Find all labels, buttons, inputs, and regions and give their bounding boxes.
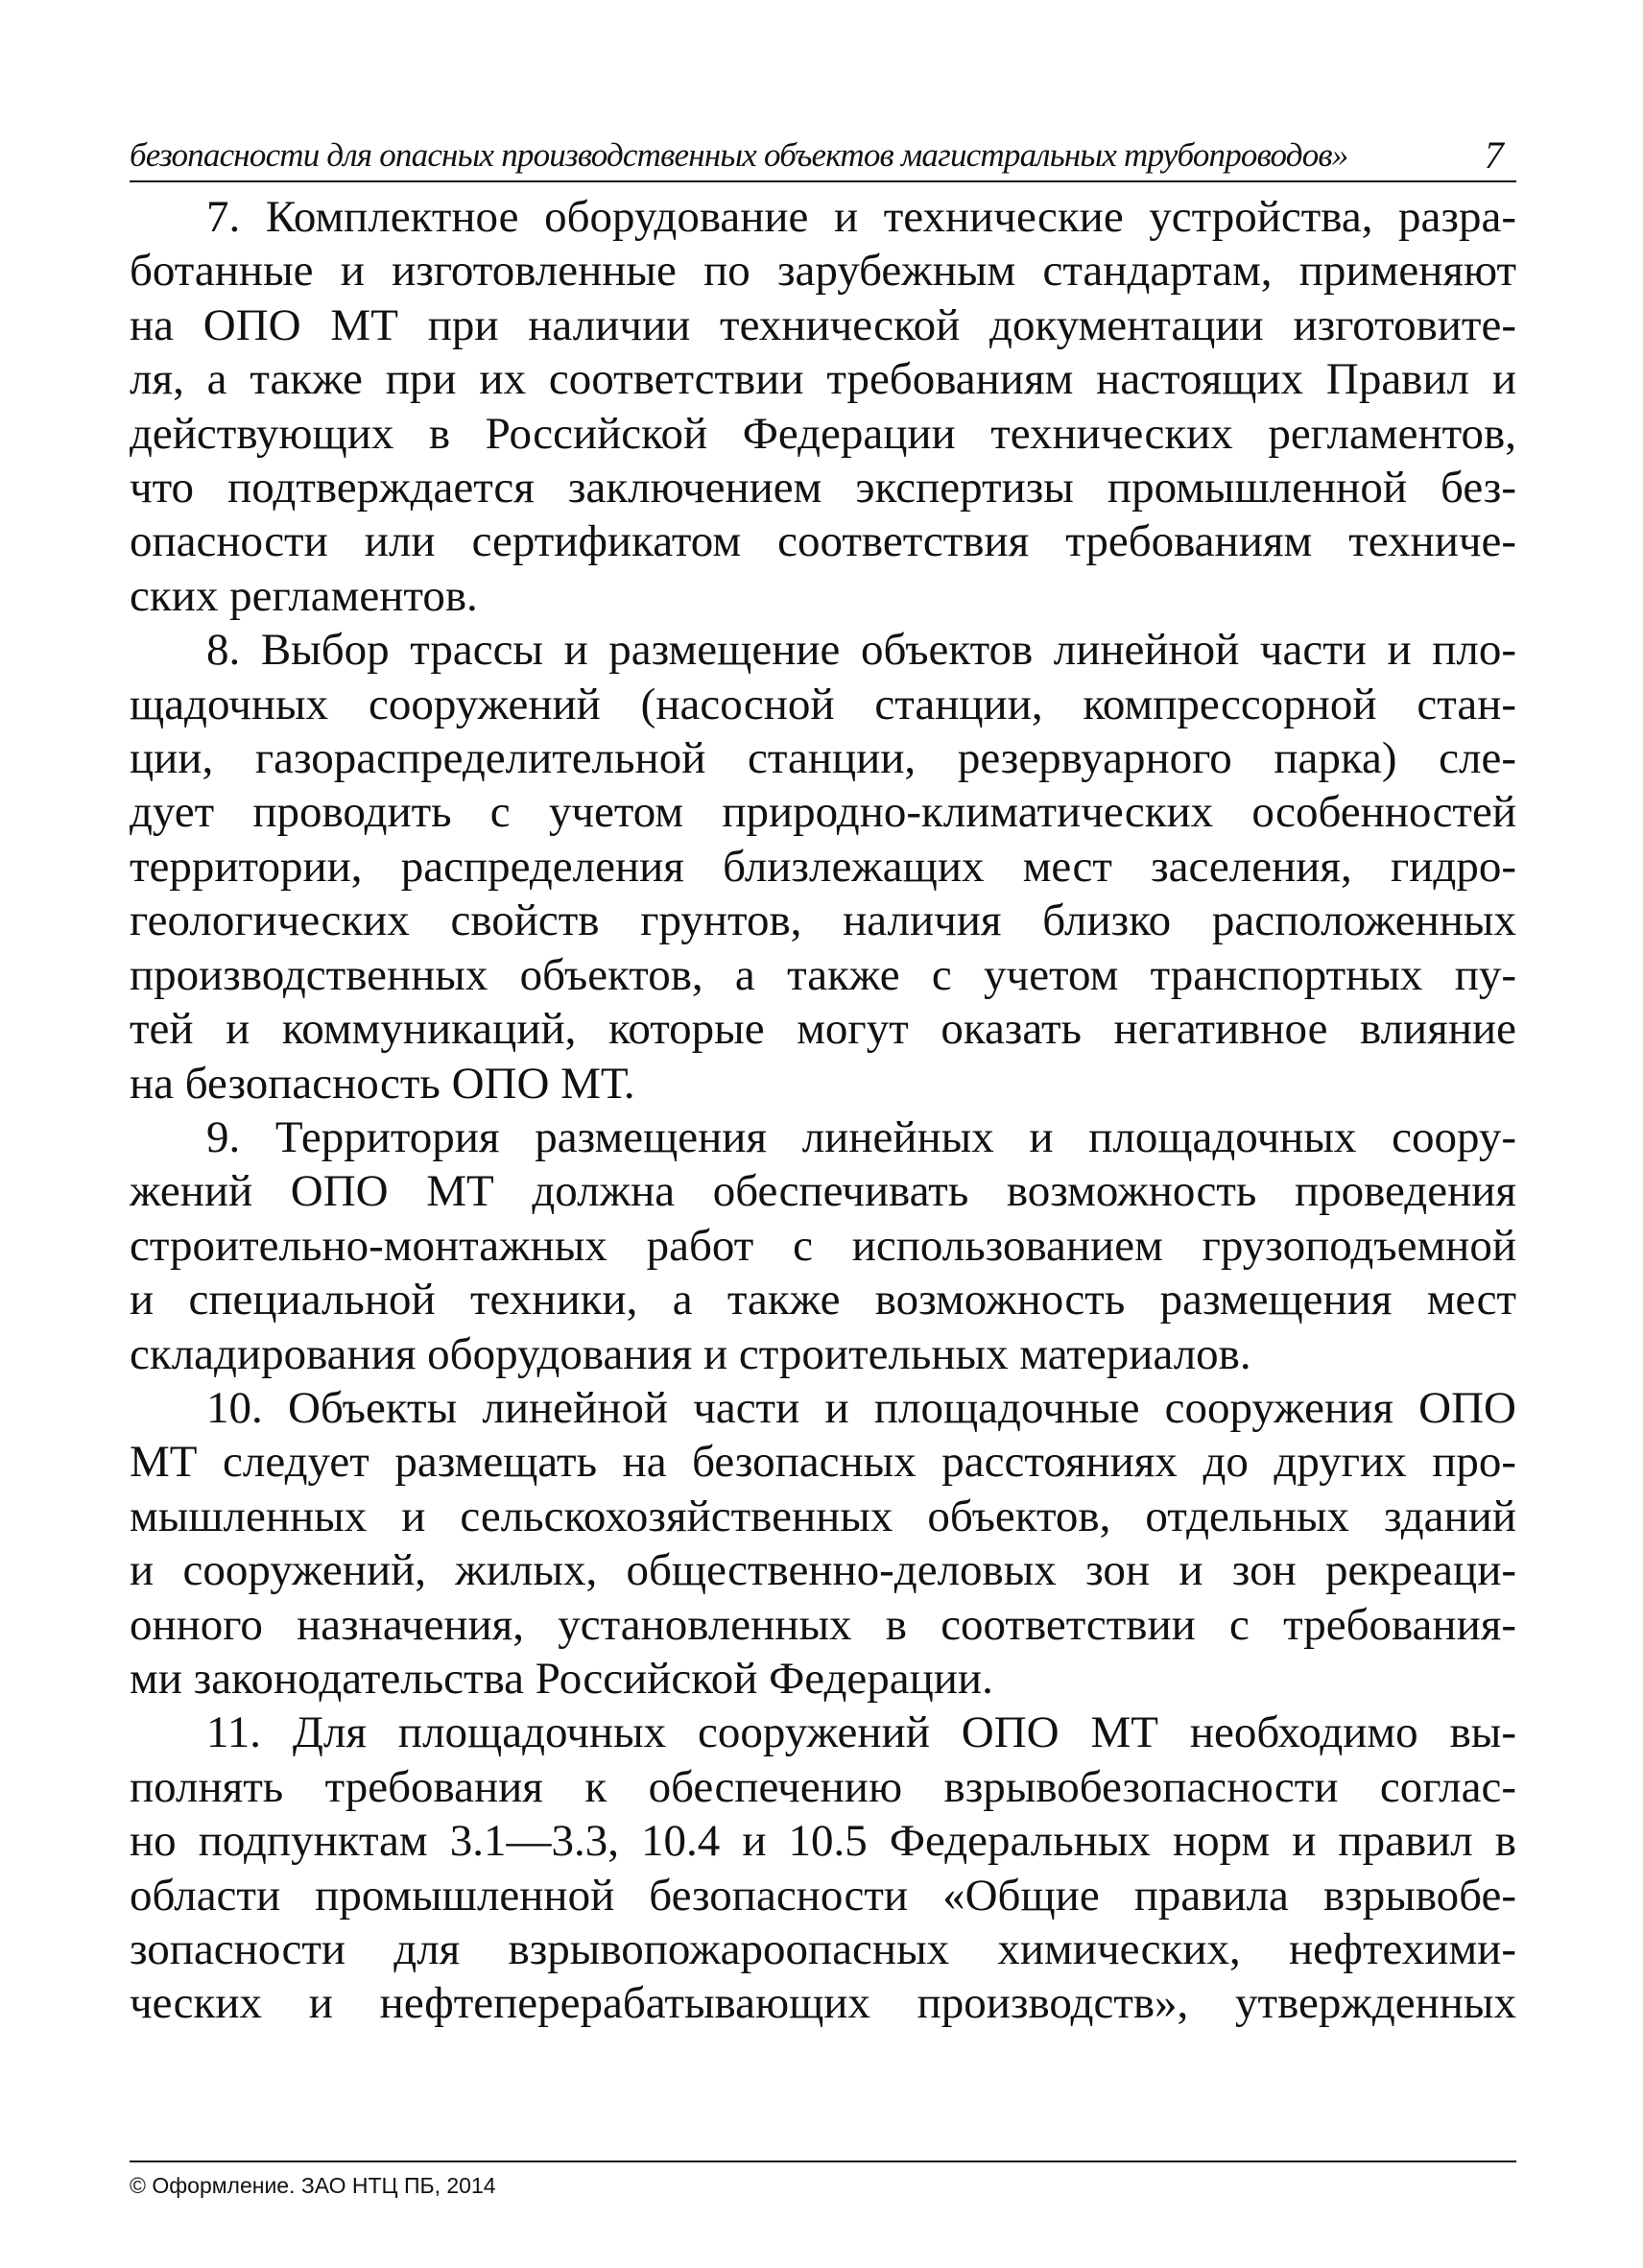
text-line: ми законодательства Российской Федерации. bbox=[130, 1653, 993, 1704]
header-rule bbox=[130, 180, 1516, 182]
paragraph-7 bbox=[130, 190, 1516, 623]
text-line: 7. Комплектное оборудование и технические устройства, разра- bbox=[206, 192, 1516, 242]
body-text bbox=[130, 190, 1516, 2031]
text-line: зопасности для взрывопожароопасных химических, нефтехими- bbox=[130, 1924, 1516, 1974]
text-line: геологических свойств грунтов, наличия близко расположенных bbox=[130, 895, 1516, 946]
text-line: 11. Для площадочных сооружений ОПО МТ необходимо вы- bbox=[206, 1707, 1516, 1758]
text-line: дует проводить с учетом природно-климатических особенностей bbox=[130, 787, 1516, 838]
text-line: ческих и нефтеперерабатывающих производств», утвержденных bbox=[130, 1978, 1516, 2029]
text-line: щадочных сооружений (насосной станции, компрессорной стан- bbox=[130, 679, 1516, 729]
paragraph-8 bbox=[130, 623, 1516, 1110]
text-line: жений ОПО МТ должна обеспечивать возможность проведения bbox=[130, 1166, 1516, 1217]
paragraph-9 bbox=[130, 1110, 1516, 1381]
text-line: 9. Территория размещения линейных и площадочных соору- bbox=[206, 1111, 1516, 1162]
footer-rule bbox=[130, 2161, 1516, 2162]
text-line: складирования оборудования и строительных материалов. bbox=[130, 1328, 1251, 1379]
text-line: строительно-монтажных работ с использованием грузоподъемной bbox=[130, 1220, 1516, 1271]
text-line: что подтверждается заключением экспертизы промышленной без- bbox=[130, 463, 1516, 513]
text-line: ботанные и изготовленные по зарубежным стандартам, применяют bbox=[130, 246, 1516, 297]
running-header bbox=[130, 132, 1516, 179]
text-line: производственных объектов, а также с учетом транспортных пу- bbox=[130, 949, 1516, 1000]
text-line: мышленных и сельскохозяйственных объектов, отдельных зданий bbox=[130, 1491, 1516, 1541]
text-line: онного назначения, установленных в соответствии с требования- bbox=[130, 1599, 1516, 1650]
page-number: 7 bbox=[1484, 133, 1503, 177]
paragraph-10 bbox=[130, 1381, 1516, 1706]
text-line: опасности или сертификатом соответствия требованиям техниче- bbox=[130, 516, 1516, 567]
text-line: действующих в Российской Федерации технических регламентов, bbox=[130, 408, 1516, 459]
paragraph-11 bbox=[130, 1706, 1516, 2030]
text-line: МТ следует размещать на безопасных расстояниях до других про- bbox=[130, 1437, 1516, 1488]
text-line: 8. Выбор трассы и размещение объектов линейной части и пло- bbox=[206, 625, 1516, 676]
text-line: и специальной техники, а также возможность размещения мест bbox=[130, 1275, 1516, 1325]
text-line: 10. Объекты линейной части и площадочные сооружения ОПО bbox=[206, 1382, 1516, 1433]
text-line: территории, распределения близлежащих мест заселения, гидро- bbox=[130, 841, 1516, 892]
text-line: полнять требования к обеспечению взрывобезопасности соглас- bbox=[130, 1761, 1516, 1812]
text-line: ции, газораспределительной станции, резервуарного парка) сле- bbox=[130, 733, 1516, 784]
text-line: ских регламентов. bbox=[130, 570, 478, 621]
text-line: и сооружений, жилых, общественно-деловых зон и зон рекреаци- bbox=[130, 1545, 1516, 1596]
text-line: области промышленной безопасности «Общие правила взрывобе- bbox=[130, 1870, 1516, 1921]
running-header-title: безопасности для опасных производственных объектов магистральных трубопроводов» bbox=[130, 136, 1348, 174]
text-line: тей и коммуникаций, которые могут оказать негативное влияние bbox=[130, 1004, 1516, 1055]
text-line: на безопасность ОПО МТ. bbox=[130, 1058, 635, 1109]
text-line: ля, а также при их соответствии требованиям настоящих Правил и bbox=[130, 354, 1516, 405]
footer-copyright: © Оформление. ЗАО НТЦ ПБ, 2014 bbox=[130, 2173, 496, 2198]
text-line: но подпунктам 3.1—3.3, 10.4 и 10.5 Федеральных норм и правил в bbox=[130, 1816, 1516, 1867]
text-line: на ОПО МТ при наличии технической документации изготовите- bbox=[130, 299, 1516, 350]
